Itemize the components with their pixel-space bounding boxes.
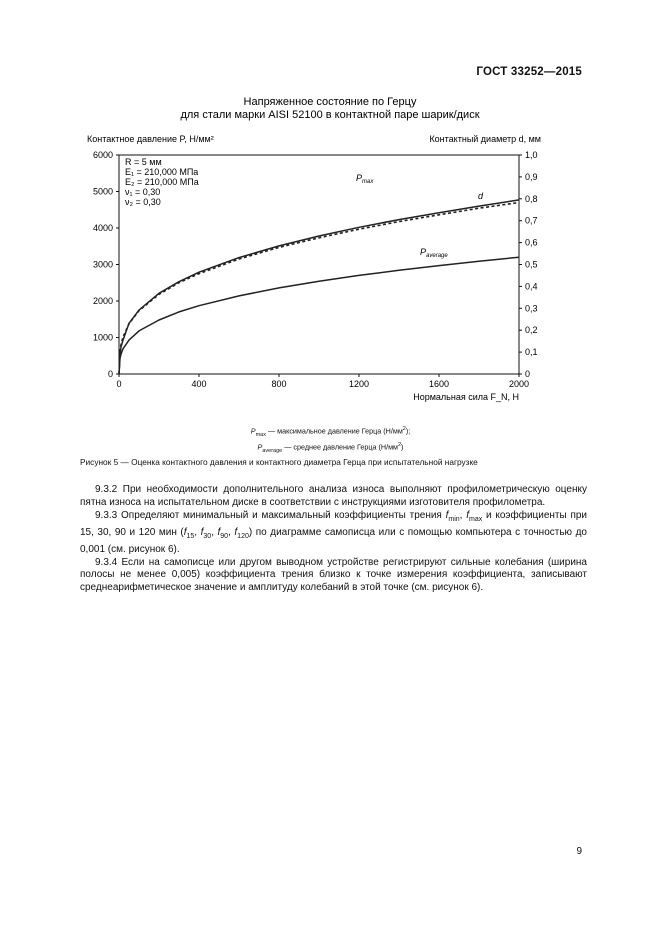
- note-pmax: $P_{max}$ — максимальное давление Герца $(Н/мм^2)$;: [250, 426, 411, 438]
- y-left-tick-label: 1000: [92, 332, 113, 343]
- series-d-line: [119, 203, 519, 375]
- y-left-tick-label: 0: [107, 369, 113, 379]
- label-d: d: [478, 191, 484, 201]
- y-right-tick-label: 0,9: [525, 171, 538, 182]
- chart-parameter-line: E₁ = 210,000 МПа: [125, 167, 199, 177]
- left-axis-label: Контактное давление P, Н/мм²: [87, 134, 214, 144]
- y-right-tick-label: 0,7: [525, 215, 538, 226]
- chart-svg: [0, 88, 661, 458]
- right-axis-label: Контактный диаметр d, мм: [429, 134, 541, 144]
- standard-number: ГОСТ 33252—2015: [476, 66, 582, 78]
- y-right-tick-label: 1,0: [525, 150, 538, 160]
- chart-parameter-line: E₂ = 210,000 МПа: [125, 177, 199, 187]
- y-right-tick-label: 0: [525, 369, 531, 379]
- chart-parameter-line: ν₁ = 0,30: [125, 187, 161, 197]
- series-pmax-line: [119, 257, 519, 374]
- x-tick-label: 0: [116, 379, 122, 389]
- chart-notes: [0, 424, 661, 456]
- paragraph-9-3-4: 9.3.4 Если на самописце или другом выводном устройстве регистрируют сильные колебания (ширина полосы не менее 0,005) коэффициента трения близко к точке измерения коэффициента, записывают среднеарифметическое значение и амплитуду колебаний в этой точке (см. рисунок 6).: [80, 556, 587, 594]
- x-axis-label: Нормальная сила F_N, Н: [413, 392, 519, 402]
- paragraph-9-3-2: 9.3.2 При необходимости дополнительного анализа износа выполняют профилометрическую оценку пятна износа на испытательном диске в соответствии с инструкциями изготовителя профилометра.: [80, 484, 587, 508]
- y-right-tick-label: 0,4: [525, 281, 538, 292]
- figure-caption: Рисунок 5 — Оценка контактного давления и контактного диаметра Герца при испытательной нагрузке: [80, 457, 478, 467]
- y-left-tick-label: 5000: [92, 186, 113, 197]
- x-tick-label: 400: [191, 379, 207, 389]
- body-text: [80, 484, 587, 595]
- chart-parameter-line: R = 5 мм: [125, 157, 162, 167]
- y-right-tick-label: 0,3: [525, 303, 538, 314]
- chart-series: [119, 200, 519, 374]
- x-tick-label: 800: [271, 379, 287, 389]
- y-left-tick-label: 6000: [92, 150, 113, 160]
- x-tick-label: 2000: [508, 379, 530, 389]
- x-tick-label: 1600: [428, 379, 450, 389]
- chart-parameter-line: ν₂ = 0,30: [125, 197, 161, 207]
- hertz-chart: [0, 88, 661, 458]
- page-number: 9: [576, 846, 582, 857]
- chart-axes: [119, 155, 519, 374]
- y-left-tick-label: 2000: [92, 296, 113, 306]
- y-right-tick-label: 0,2: [525, 325, 538, 336]
- y-left-tick-label: 3000: [92, 259, 113, 270]
- chart-subtitle: для стали марки AISI 52100 в контактной паре шарик/диск: [180, 109, 480, 121]
- label-paverage: $P_{average}$: [420, 247, 448, 259]
- paragraph-9-3-3: 9.3.3 Определяют минимальный и максимальный коэффициенты трения $f_{min}$, $f_{max}$ и коэффициенты при 15, 30, 90 и 120 мин ($f_{15}$, $f_{30}$, $f_{90}$, $f_{120}$) по диаграмме самописца или с помощью компьютера с точностью до 0,001 (см. рисунок 6).: [80, 509, 588, 555]
- y-left-tick-label: 4000: [92, 223, 113, 233]
- y-right-tick-label: 0,1: [525, 347, 538, 358]
- label-pmax: $P_{max}$: [356, 173, 374, 185]
- series-paverage-line: [119, 200, 519, 374]
- note-paverage: $P_{average}$ — среднее давление Герца $(Н/мм^2)$: [257, 441, 404, 454]
- chart-parameters: [125, 157, 199, 207]
- x-tick-label: 1200: [348, 379, 370, 389]
- chart-title: Напряженное состояние по Герцу: [243, 96, 417, 108]
- y-right-tick-label: 0,6: [525, 237, 538, 248]
- y-right-tick-label: 0,8: [525, 193, 538, 204]
- y-right-tick-label: 0,5: [525, 259, 538, 270]
